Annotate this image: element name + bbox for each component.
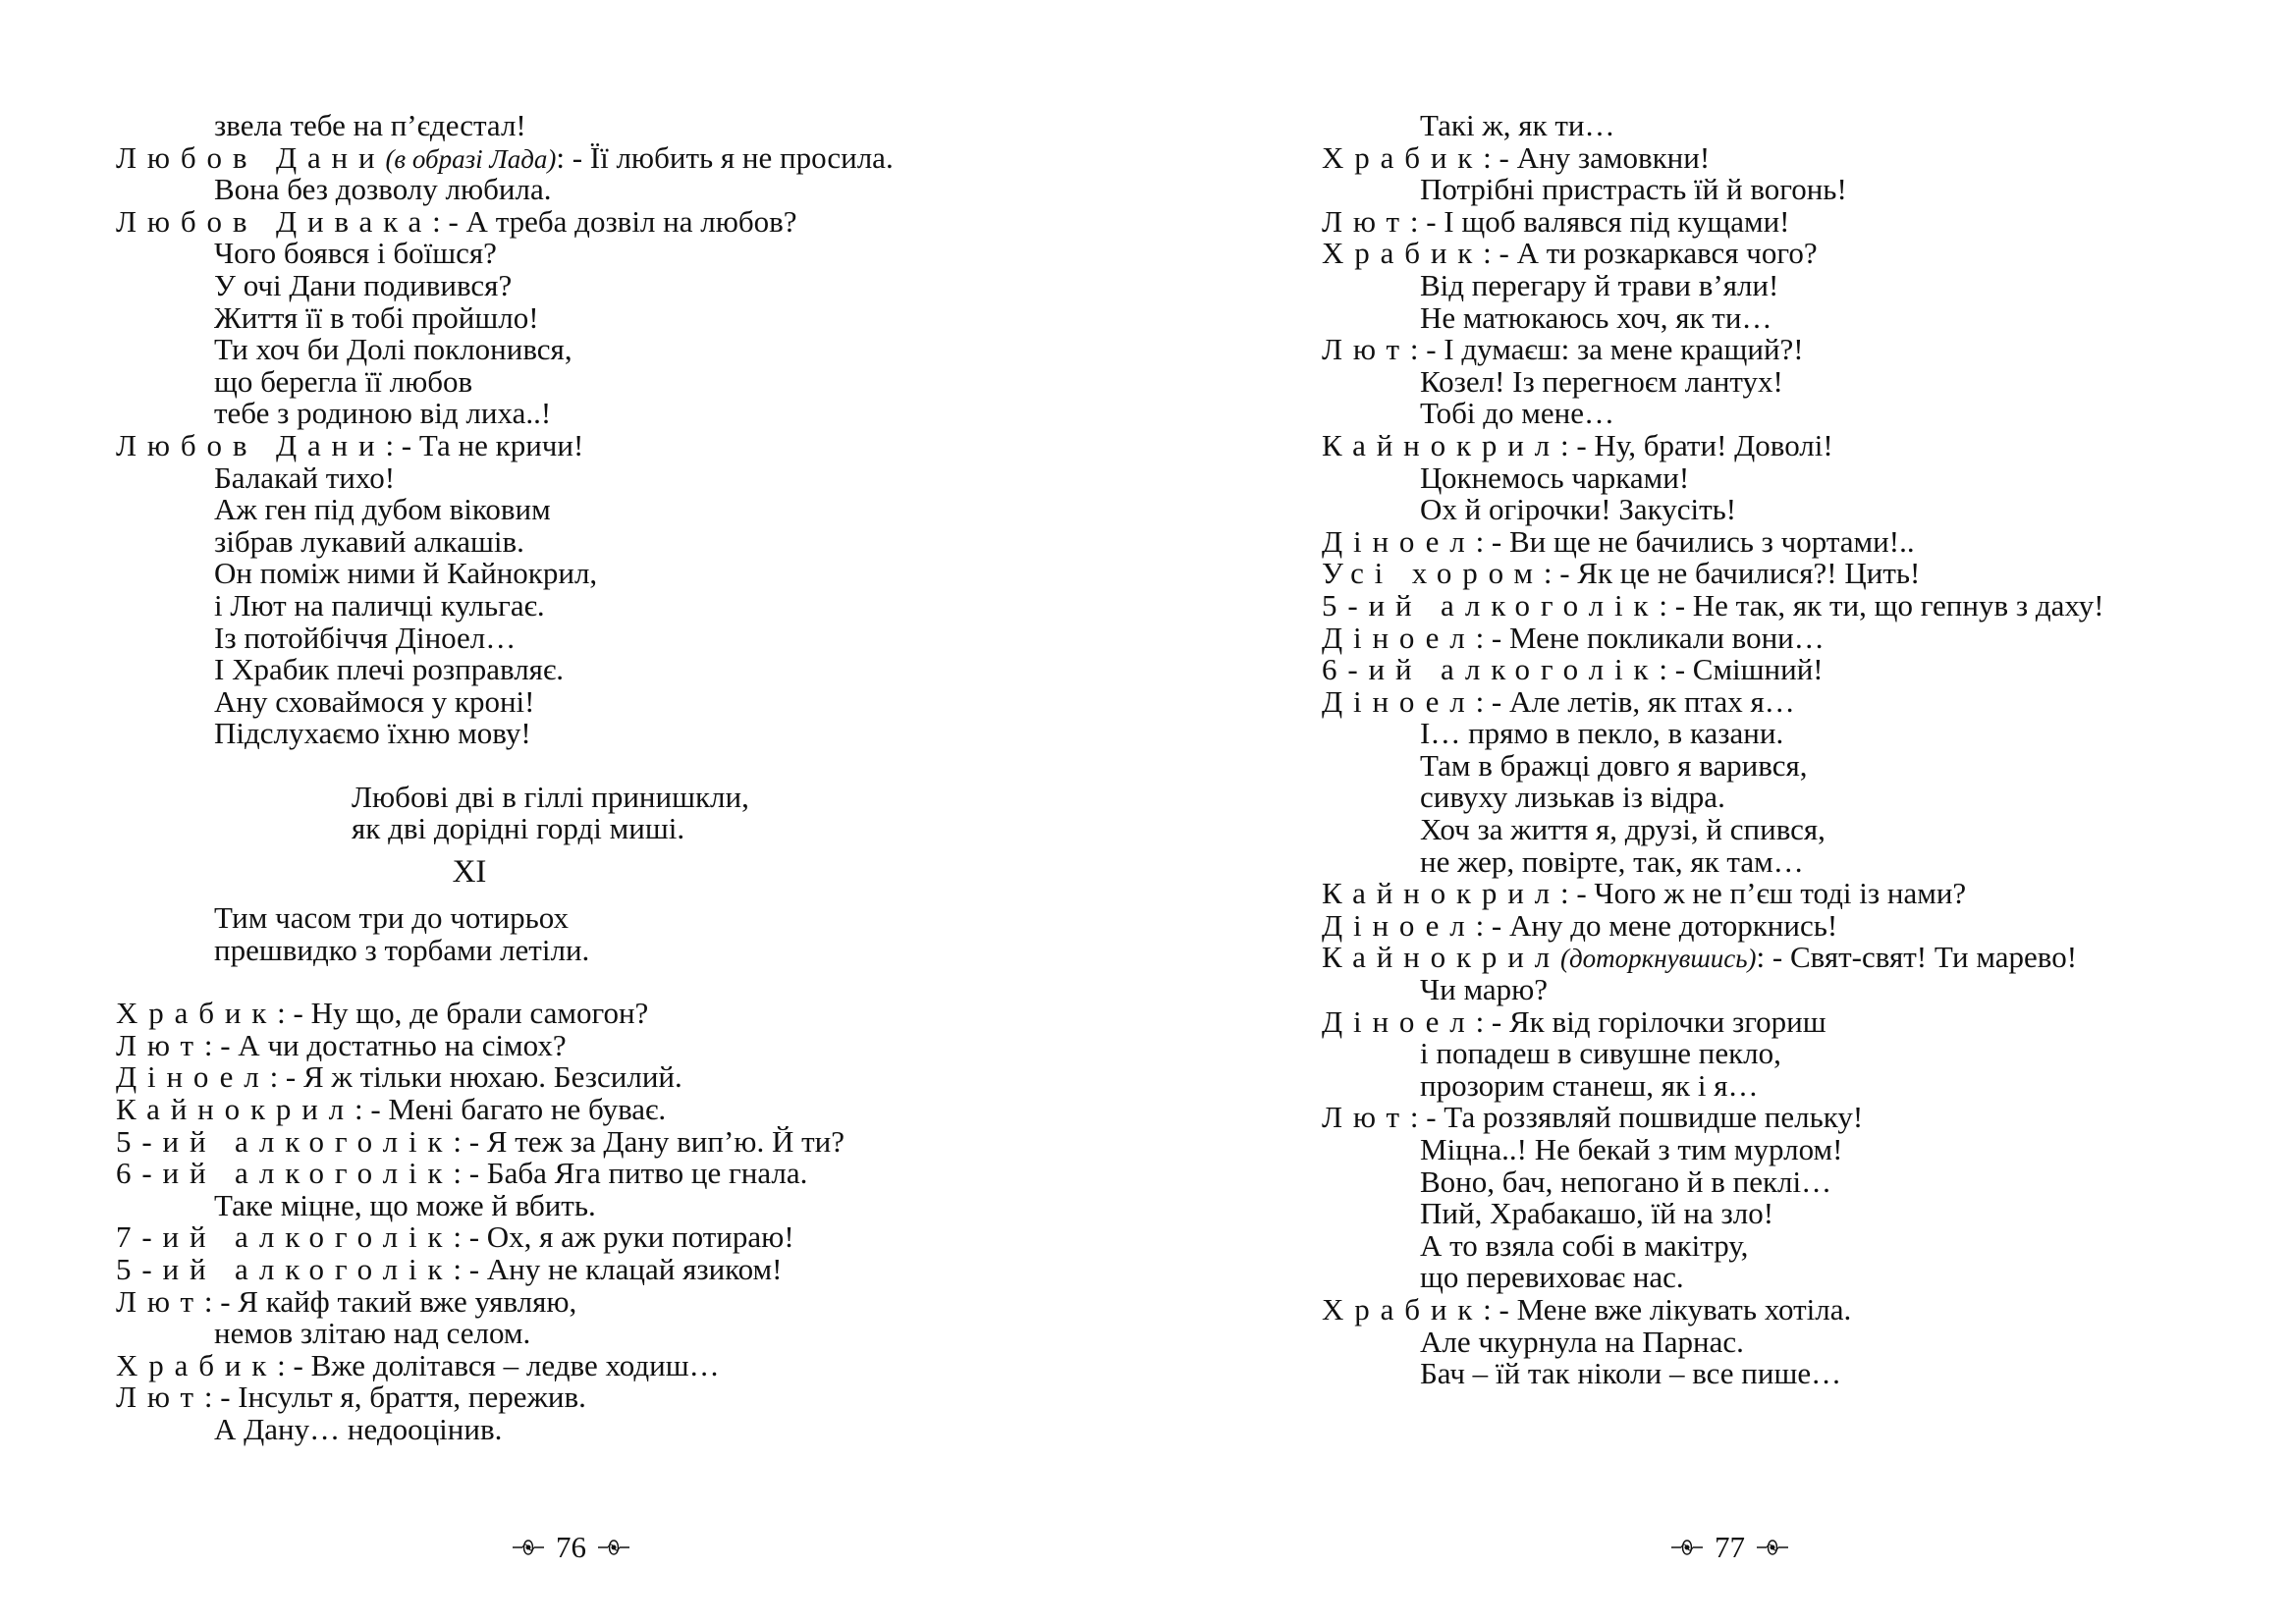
speaker-name: Діноел	[1322, 1003, 1476, 1039]
verse-line	[116, 1187, 1098, 1222]
line-text: : - Її любить я не просила.	[556, 139, 894, 175]
line-text: тебе з родиною від лиха..!	[214, 396, 552, 431]
stage-remark	[116, 779, 1098, 846]
verse-line	[116, 110, 1098, 142]
speaker-line	[1322, 878, 2264, 910]
verse-line	[1322, 814, 2264, 846]
verse-line	[116, 523, 1098, 559]
line-text: : - Як від горілочки згориш	[1475, 1003, 1826, 1039]
verse-line	[1322, 267, 2264, 302]
speaker-name: 5-ий алкоголік	[116, 1123, 454, 1159]
speaker-name: Діноел	[1322, 907, 1476, 943]
speaker-line	[1322, 203, 2264, 239]
speaker-name: Усі хором	[1322, 556, 1544, 591]
speaker-line	[1322, 1102, 2264, 1134]
speaker-name: Діноел	[1322, 620, 1476, 655]
verse-line	[116, 654, 1098, 686]
line-text: : - Я ж тільки нюхаю. Безсилий.	[269, 1059, 682, 1095]
verse-line	[1322, 747, 2264, 783]
line-text: немов злітаю над селом.	[214, 1316, 531, 1351]
line-text: Міцна..! Не бекай з тим мурлом!	[1420, 1132, 1843, 1166]
line-text: : - А ти розкаркався чого?	[1483, 236, 1818, 271]
speaker-line	[1322, 523, 2264, 559]
verse-line	[1322, 1326, 2264, 1359]
line-text: Вона без дозволу любила.	[214, 172, 552, 207]
line-text: прозорим станеш, як і я…	[1420, 1067, 1759, 1103]
line-text: Але чкурнула на Парнас.	[1420, 1324, 1744, 1359]
line-text: : - І щоб валявся під кущами!	[1409, 203, 1790, 239]
verse-line	[1322, 363, 2264, 399]
speaker-line	[1322, 907, 2264, 943]
speaker-name: 5-ий алкоголік	[1322, 587, 1660, 623]
speaker-line	[1322, 942, 2264, 974]
verse-line	[116, 334, 1098, 366]
spacer	[116, 966, 1098, 998]
verse-line	[1322, 1134, 2264, 1166]
line-text: Таке міцне, що може й вбить.	[214, 1187, 596, 1222]
page-number-text: 77	[1715, 1530, 1745, 1564]
line-text: Від перегару й трави в’яли!	[1420, 267, 1779, 302]
line-text: Чи марю?	[1420, 972, 1549, 1007]
verse-line	[1322, 1198, 2264, 1230]
line-text: не жер, повірте, так, як там…	[1420, 843, 1804, 879]
speaker-name: Лют	[1322, 1100, 1410, 1135]
line-text: : - А треба дозвіл на любов?	[432, 203, 797, 239]
verse-line	[116, 683, 1098, 719]
speaker-line	[116, 1027, 1098, 1062]
verse-line	[116, 398, 1098, 430]
verse-line	[1322, 1166, 2264, 1199]
speaker-name: Кайнокрил	[1322, 940, 1560, 975]
line-text: Он поміж ними й Кайнокрил,	[214, 556, 598, 591]
line-text: : - А чи достатньо на сімох?	[203, 1027, 567, 1062]
line-text: і Лют на паличці кульгає.	[214, 587, 545, 623]
speaker-line	[1322, 683, 2264, 719]
line-text: І… прямо в пекло, в казани.	[1420, 716, 1784, 751]
line-text: сивуху лизькав із відра.	[1420, 780, 1725, 815]
line-text: : - Ану замовкни!	[1483, 139, 1711, 175]
line-text: Не матюкаюсь хоч, як ти…	[1420, 299, 1772, 335]
folio-ornament-icon	[1755, 1538, 1790, 1557]
speaker-name: 5-ий алкоголік	[116, 1252, 454, 1286]
line-text: Бач – їй так ніколи – все пише…	[1420, 1356, 1842, 1391]
speaker-name: 6-ий алкоголік	[116, 1156, 454, 1191]
line-text: : - Я кайф такий вже уявляю,	[203, 1283, 577, 1319]
folio-ornament-icon	[511, 1538, 546, 1557]
speaker-line	[116, 1094, 1098, 1126]
speaker-line	[116, 427, 1098, 462]
speaker-line	[116, 139, 1098, 175]
line-text: Аж ген під дубом віковим	[214, 492, 551, 527]
line-text: : - Ану не клацай язиком!	[453, 1252, 783, 1286]
speaker-name: Храбик	[1322, 236, 1484, 271]
verse-line	[1322, 174, 2264, 206]
verse-line	[116, 267, 1098, 302]
speaker-name: Лют	[116, 1283, 204, 1319]
verse-line	[116, 1411, 1098, 1446]
speaker-line	[116, 1123, 1098, 1159]
line-text: Життя її в тобі пройшло!	[214, 299, 539, 335]
line-text: що перевиховає нас.	[1420, 1260, 1684, 1295]
line-text: Там в бражці довго я варився,	[1420, 747, 1808, 783]
chapter-heading: XI	[452, 854, 487, 891]
line-text: Ти хоч би Долі поклонився,	[214, 332, 572, 367]
verse-line	[116, 718, 1098, 750]
verse-line	[1322, 974, 2264, 1006]
speaker-line	[116, 1381, 1098, 1414]
speaker-line	[1322, 139, 2264, 175]
line-text: Ох й огірочки! Закусіть!	[1420, 492, 1737, 527]
verse-line: як дві дорідні горді миші.	[352, 811, 685, 846]
verse-line	[1322, 1227, 2264, 1263]
line-text: : - Ох, я аж руки потираю!	[453, 1219, 794, 1255]
line-text: : - Але летів, як птах я…	[1475, 683, 1795, 719]
line-text: : - Ану до мене доторкнись!	[1475, 907, 1838, 943]
speaker-name: Храбик	[116, 1347, 278, 1382]
speaker-line	[116, 1283, 1098, 1319]
speaker-line	[116, 1221, 1098, 1254]
stage-direction: (доторкнувшись)	[1559, 944, 1757, 974]
left-page	[116, 110, 1098, 1446]
line-text: У очі Дани подивився?	[214, 267, 513, 302]
line-text: зібрав лукавий алкашів.	[214, 523, 524, 559]
line-text: : - Мені багато не буває.	[354, 1092, 667, 1127]
verse-line	[1322, 299, 2264, 335]
line-text: : - Інсульт я, браття, пережив.	[203, 1380, 586, 1415]
speaker-line	[1322, 620, 2264, 655]
line-text: Козел! Із перегноєм лантух!	[1420, 363, 1783, 399]
verse-line	[1322, 718, 2264, 750]
line-text: : - Я теж за Дану вип’ю. Й ти?	[453, 1123, 845, 1159]
page-number-right	[1669, 1530, 1790, 1565]
speaker-line	[1322, 654, 2264, 686]
speaker-name: Діноел	[1322, 683, 1476, 719]
line-text: А то взяла собі в макітру,	[1420, 1227, 1749, 1263]
line-text: Підслухаємо їхню мову!	[214, 716, 531, 751]
line-text: : - Ну, брати! Доволі!	[1559, 427, 1833, 462]
folio-ornament-icon	[1669, 1538, 1705, 1557]
line-text: : - Смішний!	[1659, 652, 1824, 687]
line-text: що берегла її любов	[214, 363, 473, 399]
speaker-name: Храбик	[1322, 139, 1484, 175]
line-text: Із потойбіччя Діноел…	[214, 620, 517, 655]
speaker-name: Любов Дани	[116, 427, 386, 462]
speaker-line	[116, 998, 1098, 1030]
speaker-name: Кайнокрил	[1322, 876, 1560, 911]
speaker-name: Лют	[1322, 332, 1410, 367]
verse-line	[1322, 1262, 2264, 1294]
line-text: Балакай тихо!	[214, 460, 396, 495]
page-number-left	[511, 1530, 631, 1565]
folio-ornament-icon	[596, 1538, 631, 1557]
speaker-name: Любов Дивака	[116, 203, 433, 239]
spacer	[116, 750, 1098, 782]
verse-line	[1322, 398, 2264, 430]
speaker-line	[116, 1061, 1098, 1094]
speaker-name: Діноел	[1322, 523, 1476, 559]
speaker-name: Кайнокрил	[116, 1092, 354, 1127]
line-text: і попадеш в сивушне пекло,	[1420, 1036, 1781, 1071]
verse-line: прешвидко з торбами летіли.	[214, 932, 590, 967]
line-text: Ану сховаймося у кроні!	[214, 683, 535, 719]
verse-line	[1322, 110, 2264, 142]
line-text: звела тебе на п’єдестал!	[214, 108, 526, 142]
verse-line	[1322, 1038, 2264, 1070]
verse-line	[116, 363, 1098, 399]
verse-line	[1322, 843, 2264, 879]
left-verse-block	[116, 110, 1098, 750]
speaker-line	[116, 1158, 1098, 1190]
verse-line	[116, 174, 1098, 206]
line-text: Цокнемось чарками!	[1420, 460, 1690, 495]
line-text: : - Вже долітався – ледве ходиш…	[277, 1347, 720, 1382]
line-text: : - Та роззявляй пошвидше пельку!	[1409, 1100, 1864, 1135]
line-text: : - Не так, як ти, що гепнув з даху!	[1659, 587, 2104, 623]
verse-line	[116, 462, 1098, 495]
speaker-line	[1322, 558, 2264, 590]
verse-line	[116, 494, 1098, 526]
verse-line	[116, 299, 1098, 335]
page-number-text: 76	[556, 1530, 586, 1564]
verse-line	[116, 587, 1098, 623]
verse-line	[1322, 1358, 2264, 1390]
speaker-name: 7-ий алкоголік	[116, 1219, 454, 1255]
line-text: : - Свят-свят! Ти марево!	[1756, 940, 2078, 975]
line-text: : - Ви ще не бачились з чортами!..	[1475, 523, 1915, 559]
verse-line	[116, 558, 1098, 590]
speaker-name: Лют	[1322, 203, 1410, 239]
line-text: : - Як це не бачилися?! Цить!	[1543, 556, 1921, 591]
line-text: : - Баба Яга питво це гнала.	[453, 1156, 808, 1191]
narration-block	[116, 902, 1098, 966]
speaker-line	[1322, 334, 2264, 366]
line-text: : - Та не кричи!	[385, 427, 584, 462]
line-text: Воно, бач, непогано й в пеклі…	[1420, 1164, 1832, 1199]
speaker-line	[1322, 238, 2264, 270]
speaker-line	[1322, 587, 2264, 623]
line-text: : - Чого ж не п’єш тоді із нами?	[1559, 876, 1967, 911]
speaker-line	[116, 1347, 1098, 1382]
line-text: : - Мене вже лікувать хотіла.	[1483, 1291, 1852, 1326]
speaker-name: Храбик	[116, 996, 278, 1031]
verse-line	[1322, 782, 2264, 814]
verse-line	[116, 1318, 1098, 1350]
speaker-name: 6-ий алкоголік	[1322, 652, 1660, 687]
dialogue-block	[116, 998, 1098, 1445]
line-text: Такі ж, як ти…	[1420, 108, 1615, 142]
speaker-name: Любов Дани	[116, 139, 386, 175]
speaker-line	[1322, 1003, 2264, 1039]
speaker-name: Діноел	[116, 1059, 270, 1095]
line-text: Чого боявся і боїшся?	[214, 236, 497, 271]
speaker-name: Кайнокрил	[1322, 427, 1560, 462]
speaker-line	[1322, 1291, 2264, 1326]
right-page	[1322, 110, 2264, 1390]
stage-direction: (в образі Лада)	[385, 143, 557, 174]
verse-line	[1322, 1067, 2264, 1103]
line-text: : - І думаєш: за мене кращий?!	[1409, 332, 1804, 367]
line-text: Тобі до мене…	[1420, 396, 1614, 431]
speaker-line	[116, 1254, 1098, 1286]
right-verse-block	[1322, 110, 2264, 1390]
line-text: Пий, Храбакашо, їй на зло!	[1420, 1196, 1774, 1231]
line-text: А Дану… недооцінив.	[214, 1411, 503, 1446]
line-text: : - Ну що, де брали самогон?	[277, 996, 649, 1031]
speaker-name: Храбик	[1322, 1291, 1484, 1326]
line-text: І Храбик плечі розправляє.	[214, 652, 565, 687]
verse-line: Тим часом три до чотирьох	[214, 900, 569, 936]
speaker-line	[116, 203, 1098, 239]
speaker-name: Лют	[116, 1380, 204, 1415]
line-text: Потрібні пристрасть їй й вогонь!	[1420, 172, 1847, 207]
verse-line	[116, 238, 1098, 270]
verse-line: Любові дві в гіллі принишкли,	[352, 779, 749, 814]
line-text: : - Мене покликали вони…	[1475, 620, 1825, 655]
verse-line	[116, 620, 1098, 655]
speaker-line	[1322, 427, 2264, 462]
speaker-name: Лют	[116, 1027, 204, 1062]
line-text: Хоч за життя я, друзі, й спився,	[1420, 812, 1826, 847]
verse-line	[1322, 494, 2264, 526]
verse-line	[1322, 462, 2264, 495]
